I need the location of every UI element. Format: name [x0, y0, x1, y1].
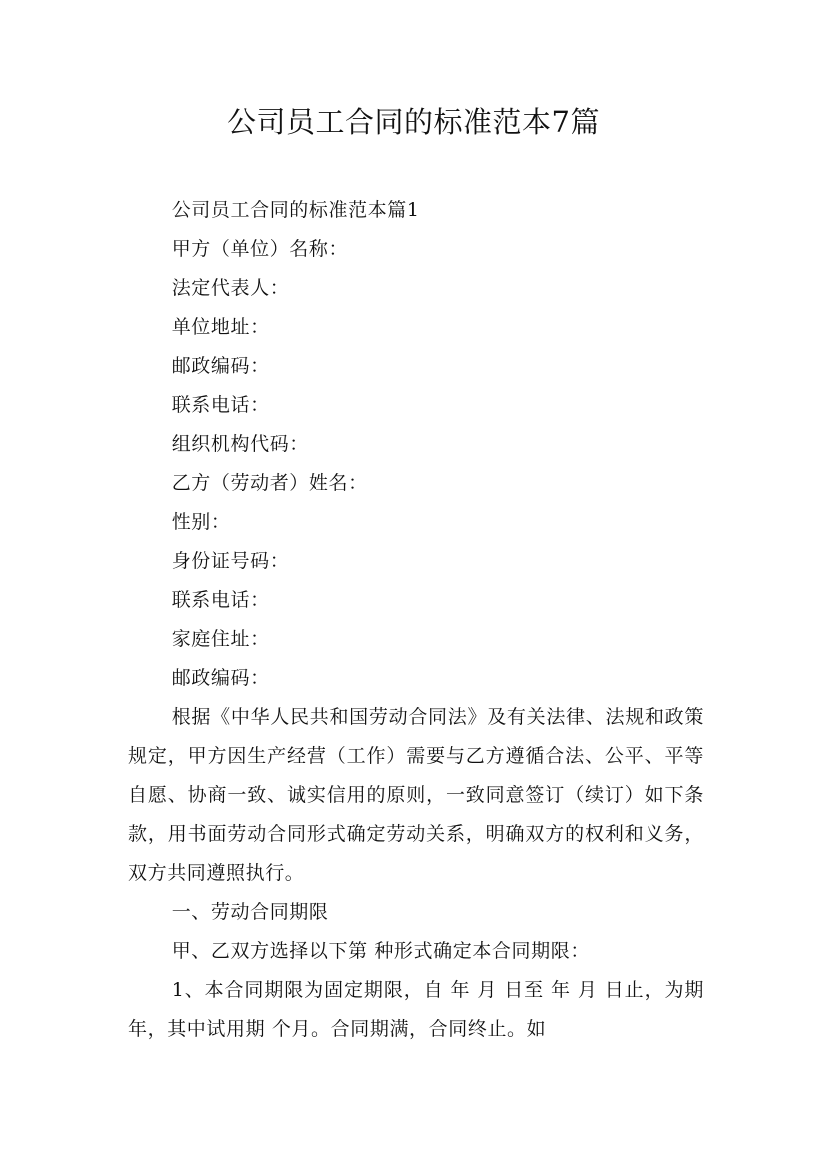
field-employer-postcode: 邮政编码： [171, 355, 270, 377]
field-employee-address: 家庭住址： [171, 628, 270, 650]
field-employer-name: 甲方（单位）名称： [171, 238, 349, 260]
document-title: 公司员工合同的标准范本7篇 [227, 105, 600, 139]
field-employee-postcode: 邮政编码： [171, 667, 270, 689]
field-employer-address: 单位地址： [171, 316, 270, 338]
clause-1-intro: 甲、乙双方选择以下第 种形式确定本合同期限： [171, 940, 590, 962]
field-employee-phone: 联系电话： [171, 589, 270, 611]
section-heading: 公司员工合同的标准范本篇1 [171, 199, 420, 221]
field-legal-representative: 法定代表人： [171, 277, 290, 299]
clause-1-heading: 一、劳动合同期限 [171, 901, 329, 923]
field-organization-code: 组织机构代码： [171, 433, 309, 455]
field-employee-name: 乙方（劳动者）姓名： [171, 472, 368, 494]
clause-1-item-1: 1、本合同期限为固定期限，自 年 月 日至 年 月 日止，为期 年，其中试用期 个月。合同期满，合同终止。如 [128, 979, 704, 1040]
field-employee-id-number: 身份证号码： [171, 550, 290, 572]
field-employer-phone: 联系电话： [171, 394, 270, 416]
preamble-paragraph: 根据《中华人民共和国劳动合同法》及有关法律、法规和政策规定，甲方因生产经营（工作）需要与乙方遵循合法、公平、平等自愿、协商一致、诚实信用的原则，一致同意签订（续订）如下条款，用书面劳动合同形式确定劳动关系，明确双方的权利和义务，双方共同遵照执行。 [128, 706, 704, 884]
document-body [128, 191, 704, 1049]
field-employee-gender: 性别： [171, 511, 231, 533]
